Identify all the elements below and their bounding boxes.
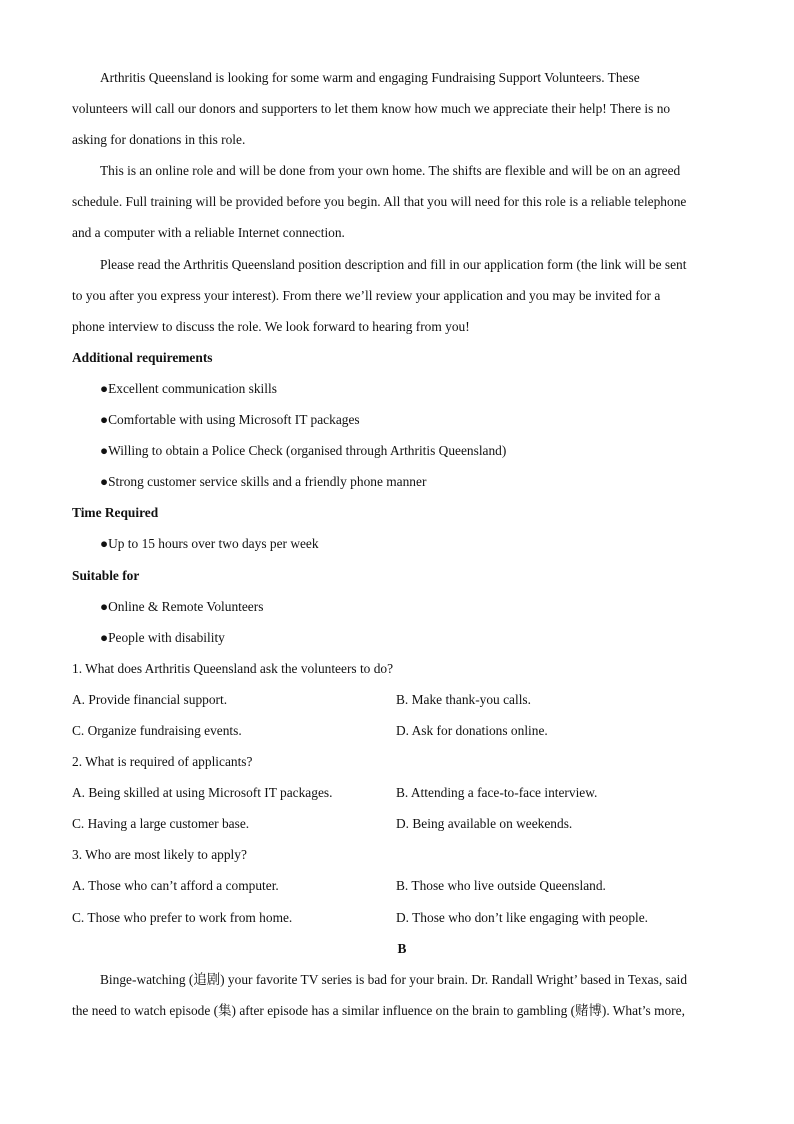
bullet-item: ●People with disability [100,629,225,645]
option-row [72,808,732,839]
passage-b [72,933,732,1026]
document-page [72,62,732,1026]
bullet-item: ●Comfortable with using Microsoft IT packages [100,412,360,428]
option-a: A. Those who can’t afford a computer. [72,878,279,894]
option-b: B. Make thank-you calls. [396,691,531,707]
question-stem: 2. What is required of applicants? [72,754,253,770]
option-a: A. Being skilled at using Microsoft IT packages. [72,785,333,801]
passage-a-paragraph-1 [72,62,732,155]
time-required-section [72,497,732,559]
text-line: Arthritis Queensland is looking for some warm and engaging Fundraising Support Volunteers. These [100,70,640,85]
option-b: B. Attending a face-to-face interview. [396,785,598,801]
question-3 [72,839,732,932]
question-2 [72,746,732,839]
text-line: to you after you express your interest). From there we’ll review your application and you may be invited for a [72,287,661,303]
text-line: This is an online role and will be done from your own home. The shifts are flexible and will be on an agreed [100,163,681,179]
bullet-item: ●Up to 15 hours over two days per week [100,536,319,552]
option-d: D. Ask for donations online. [396,722,548,738]
passage-a-paragraph-2 [72,155,732,248]
bullet-item: ●Strong customer service skills and a friendly phone manner [100,474,427,490]
text-line: Binge-watching (追剧) your favorite TV series is bad for your brain. Dr. Randall Wright’ based in Texas, said [100,971,688,987]
option-d: D. Those who don’t like engaging with people. [396,909,649,925]
text-line: and a computer with a reliable Internet connection. [72,225,345,241]
passage-a-paragraph-3 [72,249,732,342]
option-c: C. Those who prefer to work from home. [72,909,293,925]
section-heading: Time Required [72,505,159,521]
option-b: B. Those who live outside Queensland. [396,878,606,894]
option-row [72,715,732,746]
bullet-item: ●Online & Remote Volunteers [100,598,264,614]
question-1 [72,653,732,746]
text-line: the need to watch episode (集) after episode has a similar influence on the brain to gambling (赌博). What’s more, [72,1002,685,1018]
text-line: volunteers will call our donors and supporters to let them know how much we appreciate their help! There is no [72,101,671,117]
text-line: asking for donations in this role. [72,132,246,148]
text-line: Please read the Arthritis Queensland position description and fill in our application form (the link will be sent [100,256,687,272]
section-heading: Additional requirements [72,349,213,365]
additional-requirements-section [72,342,732,497]
option-row [72,777,732,808]
question-stem: 3. Who are most likely to apply? [72,847,247,863]
passage-b-heading: B [397,940,407,956]
option-row [72,684,732,715]
suitable-for-section [72,560,732,653]
option-c: C. Organize fundraising events. [72,722,242,738]
option-row [72,902,732,933]
option-d: D. Being available on weekends. [396,816,573,832]
text-line: phone interview to discuss the role. We look forward to hearing from you! [72,318,470,334]
option-row [72,870,732,901]
option-a: A. Provide financial support. [72,691,228,707]
question-stem: 1. What does Arthritis Queensland ask the volunteers to do? [72,660,394,676]
bullet-item: ●Excellent communication skills [100,380,277,396]
section-heading: Suitable for [72,567,140,583]
bullet-item: ●Willing to obtain a Police Check (organised through Arthritis Queensland) [100,443,507,459]
option-c: C. Having a large customer base. [72,816,250,832]
text-line: schedule. Full training will be provided before you begin. All that you will need for this role is a reliable telephone [72,194,687,210]
